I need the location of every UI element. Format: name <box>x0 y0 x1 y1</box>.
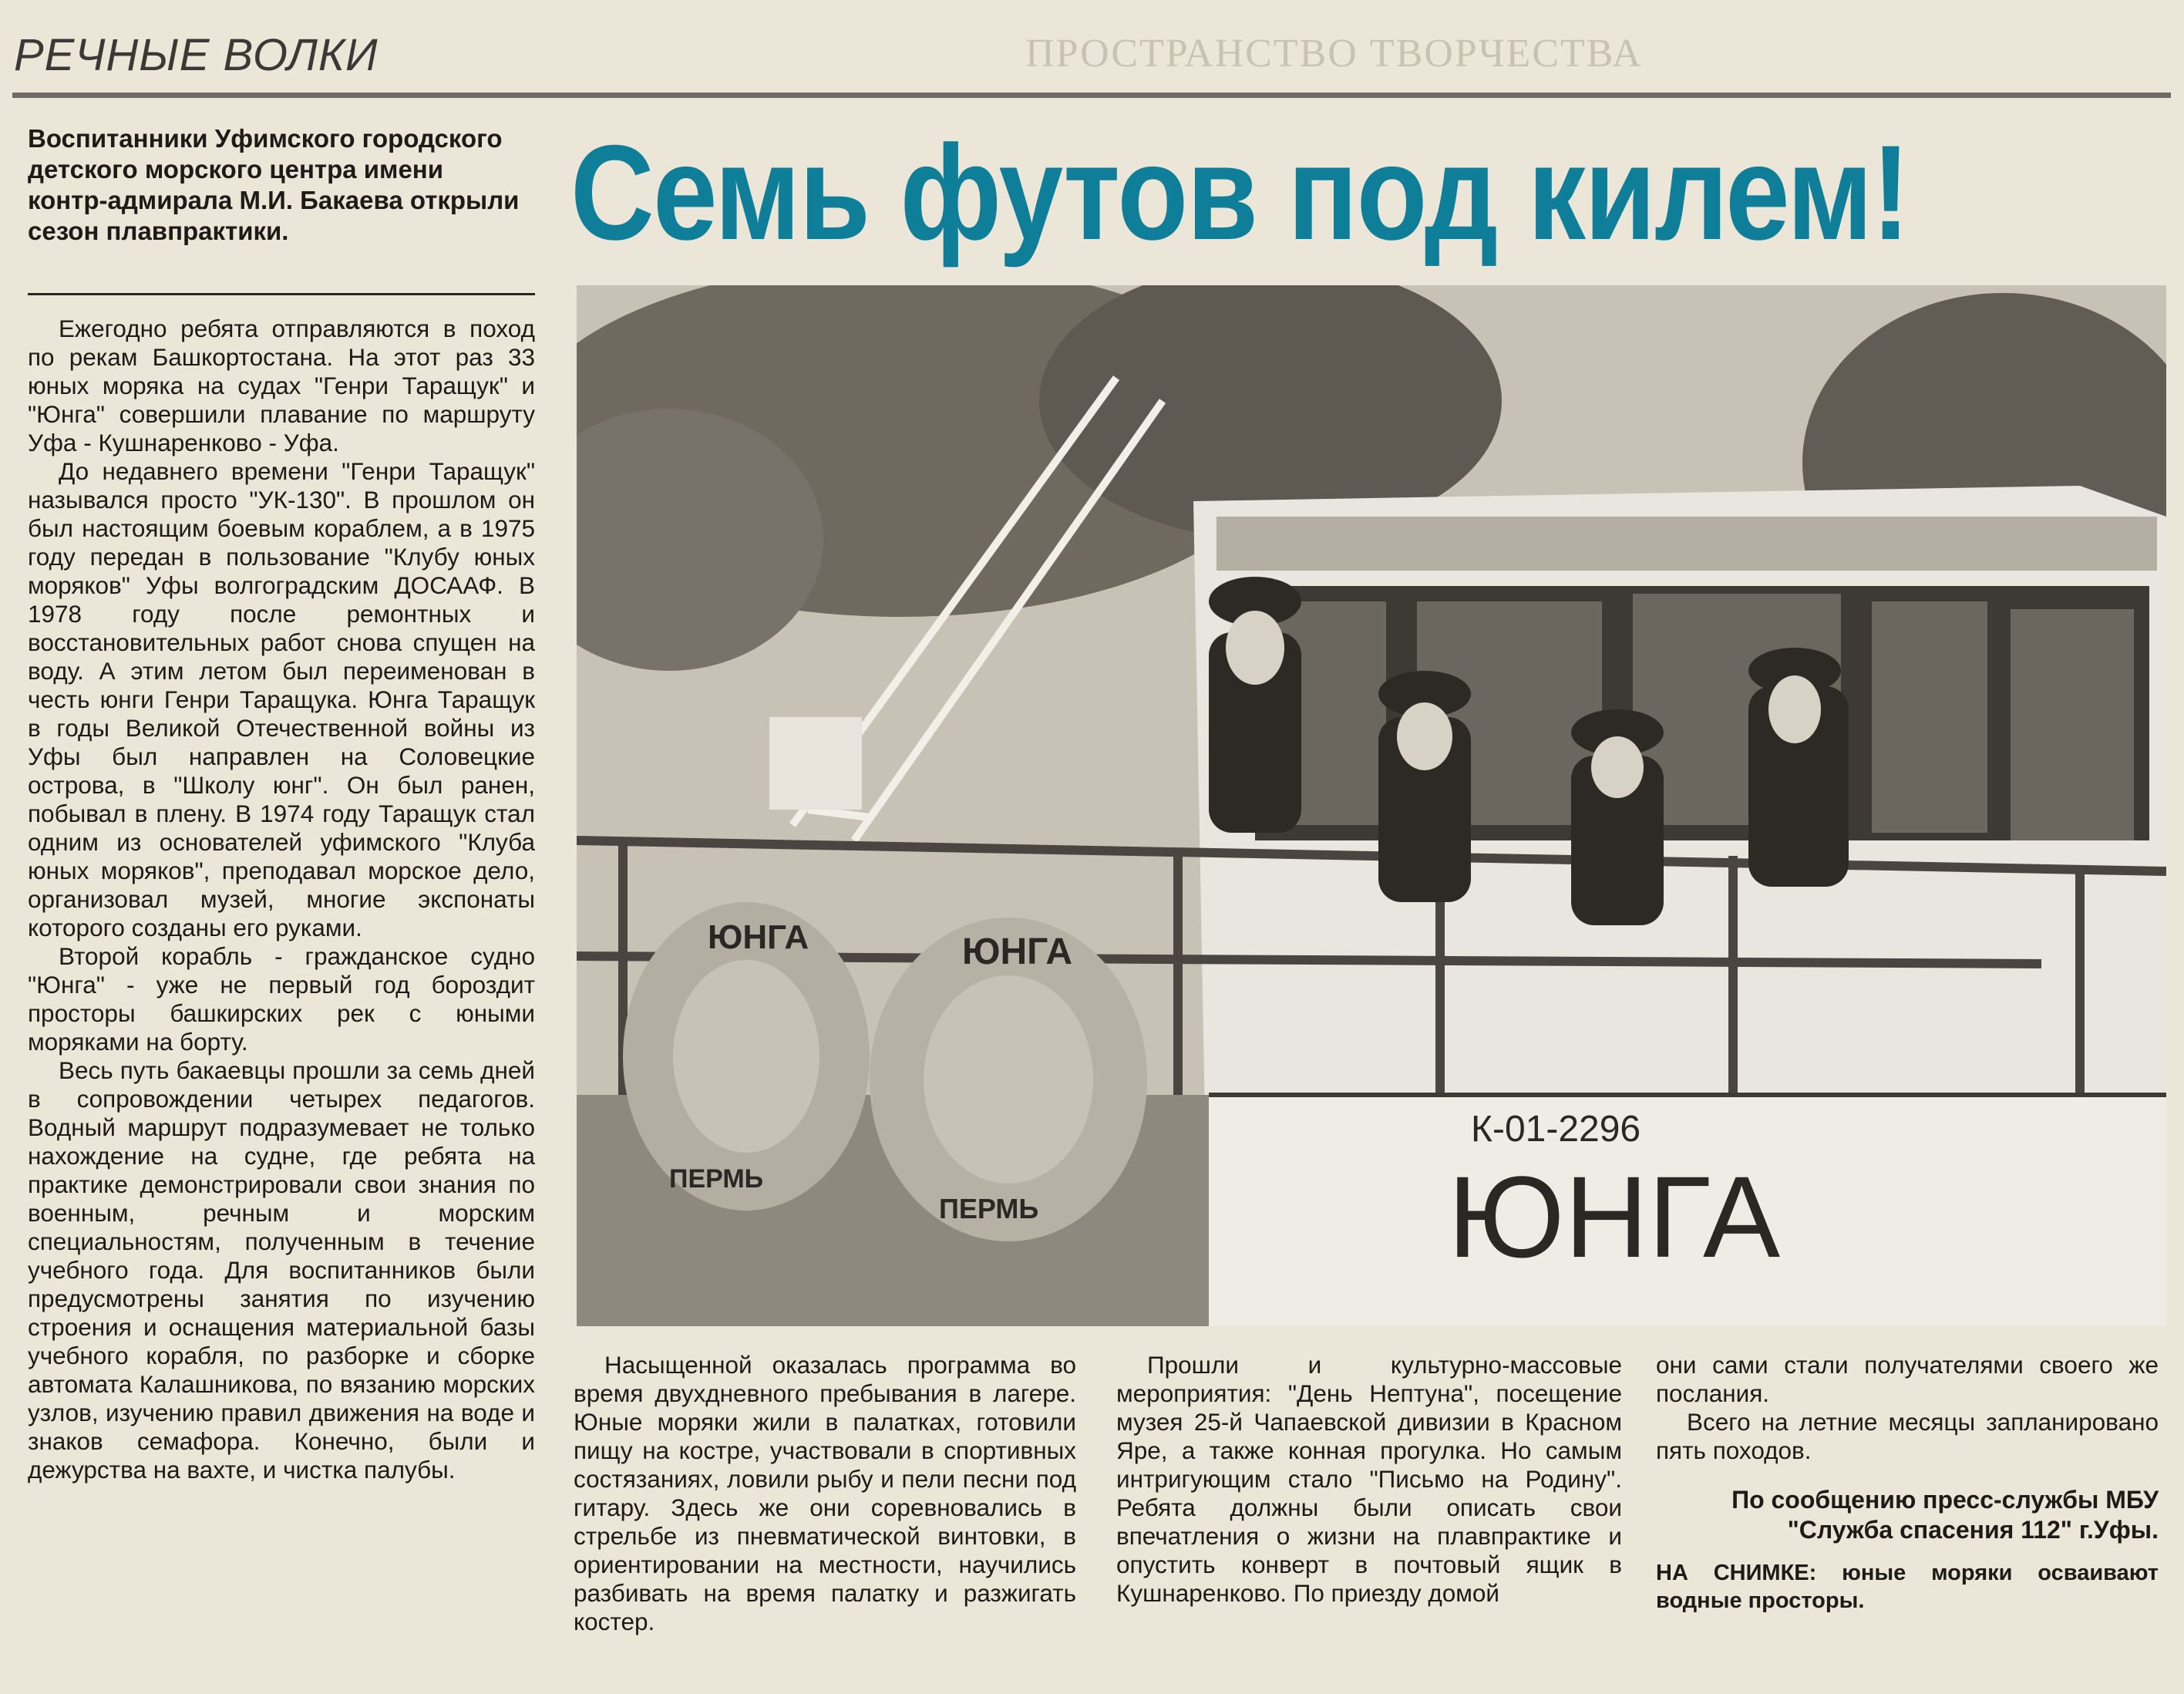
article-column-1 <box>28 315 535 1484</box>
photo-caption <box>1656 1559 2159 1615</box>
life-buoy-right <box>870 918 1147 1241</box>
hull-name: ЮНГА <box>1448 1152 1781 1281</box>
life-buoy-left <box>623 902 870 1211</box>
paragraph: Второй корабль - гражданское судно "Юнга" - уже не первый год бороздит просторы башкирских рек с юными моряками на борту. <box>28 942 535 1056</box>
paragraph: они сами стали получателями своего же послания. <box>1656 1351 2159 1407</box>
paragraph: Ежегодно ребята отправляются в поход по рекам Башкортостана. На этот раз 33 юных моряка на судах "Генри Таращук" и "Юнга" совершили плавание по маршруту Уфа - Кушнаренково - Уфа. <box>28 315 535 456</box>
lead-paragraph: Воспитанники Уфимского городского детского морского центра имени контр-адмирала М.И. Бакаева открыли сезон плавпрактики. <box>28 124 520 245</box>
paragraph: Прошли и культурно-массовые мероприятия: "День Нептуна", посещение музея 25-й Чапаевской дивизии в Красном Яре, а также конная прогулка. Но самым интригующим стало "Письмо на Родину". Ребята должны были описать свои впечатления о жизни на плавпрактике и опустить конверт в почтовый ящик в Кушнаренково. По приезду домой <box>1116 1351 1622 1607</box>
bleed-through-header: ПРОСТРАНСТВО ТВОРЧЕСТВА <box>1025 32 1643 76</box>
caption-text: юные моряки осваивают водные просторы. <box>1656 1561 2159 1613</box>
lead-divider <box>28 293 535 295</box>
paragraph: Всего на летние месяцы запланировано пять походов. <box>1656 1408 2159 1464</box>
svg-text:ЮНГА: ЮНГА <box>962 931 1073 972</box>
svg-text:ПЕРМЬ: ПЕРМЬ <box>939 1193 1039 1224</box>
paragraph: Весь путь бакаевцы прошли за семь дней в сопровождении четырех педагогов. Водный маршрут подразумевает не только нахождение на судне, где ребята на практике демонстрировали свои знания по военным, речным и морским специальностям, полученным в течение учебного года. Для воспитанников были предусмотрены занятия по изучению строения и оснащения материальной базы учебного корабля, по разборке и сборке автомата Калашникова, по вязанию морских узлов, изучению правил движения на воде и знаков семафора. Конечно, были и дежурства на вахте, и чистка палубы. <box>28 1056 535 1484</box>
svg-text:ЮНГА: ЮНГА <box>708 918 809 956</box>
paragraph: Насыщенной оказалась программа во время двухдневного пребывания в лагере. Юные моряки жили в палатках, готовили пищу на костре, участвовали в спортивных состязаниях, ловили рыбу и пели песни под гитару. Здесь же они соревновались в стрельбе из пневматической винтовки, в ориентировании на местности, научились разбивать на время палатку и разжигать костер. <box>574 1351 1076 1635</box>
headline: Семь футов под килем! <box>570 118 1910 268</box>
paragraph: До недавнего времени "Генри Таращук" назывался просто "УК-130". В прошлом он был настоящим боевым кораблем, а в 1975 году передан в пользование "Клубу юных моряков" Уфы волгоградским ДОСААФ. В 1978 году после ремонтных и восстановительных работ снова спущен на воду. А этим летом был переименован в честь юнги Генри Таращука. Юнга Таращук в годы Великой Отечественной войны из Уфы был направлен на Соловецкие острова, в "Школу юнг". Он был ранен, побывал в плену. В 1974 году Таращук стал одним из основателей уфимского "Клуба юных моряков", преподавал морское дело, организовал музей, многие экспонаты которого созданы его руками. <box>28 457 535 941</box>
article-column-2 <box>574 1351 1076 1636</box>
caption-label: НА СНИМКЕ: <box>1656 1561 1817 1585</box>
article-column-4 <box>1656 1351 2159 1615</box>
hull-number: К-01-2296 <box>1471 1109 1641 1150</box>
article-column-3 <box>1116 1351 1622 1608</box>
photo-illustration <box>577 285 2166 1326</box>
section-rubric: РЕЧНЫЕ ВОЛКИ <box>14 30 379 80</box>
source-credit: По сообщению пресс-службы МБУ "Служба спасения 112" г.Уфы. <box>1731 1486 2159 1544</box>
article-photo <box>577 285 2166 1326</box>
header-rule <box>12 93 2171 98</box>
svg-text:ПЕРМЬ: ПЕРМЬ <box>669 1164 764 1194</box>
